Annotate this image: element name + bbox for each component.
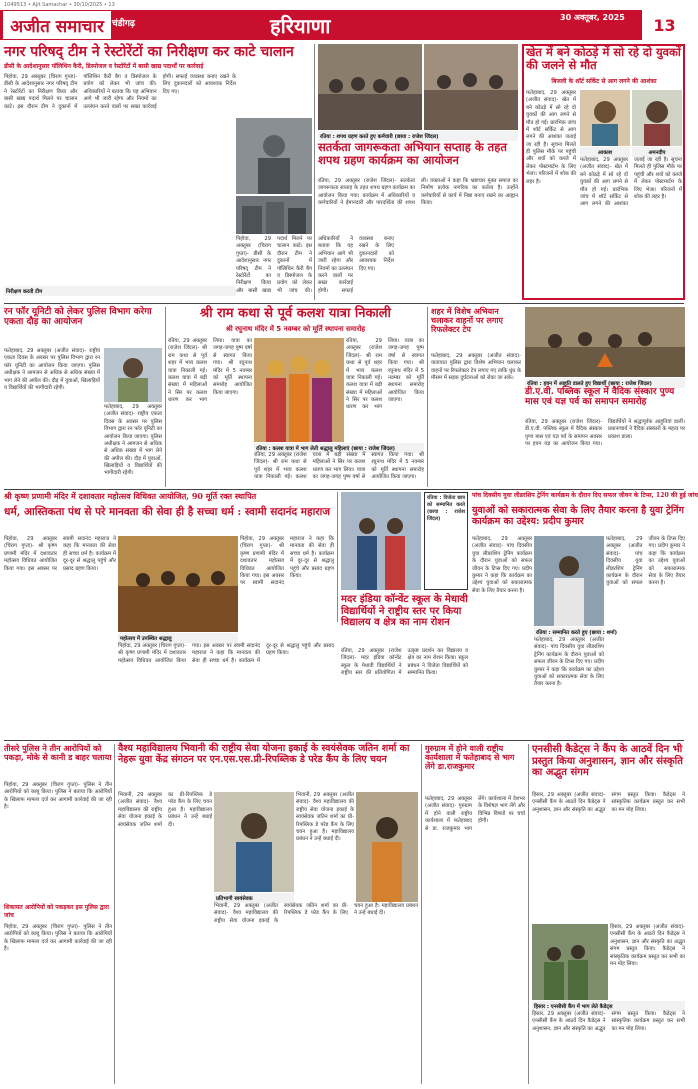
story8-body: पिहोवा, 29 अक्तूबर (चिराग गुप्ता)- श्री कृष्ण प्रणामी मंदिर में दशावतार महोत्सव विधिवत आयोजित किया गया। इस अवसर पर स्वामी सदानंद महाराज ने कहा कि मानवता की सेवा ही सच्चा धर्म है। कार्यक्रम में दूर-दूर से श्रद्धालु पहुंचे और प्रसाद ग्रहण किया।: [4, 536, 116, 572]
story10-body-more: फतेहाबाद, 29 अक्तूबर (अजीत संवाद)- पांच दिवसीय युवा लीडरशिप ट्रेनिंग कार्यक्रम के दौरान युवाओं को सफल जीवन के टिप्स दिए गए। प्रदीप कुमार ने कहा कि कार्यक्रम का उद्देश्य युवाओं को सकारात्मक सेवा के लिए तैयार करना है।: [534, 637, 604, 688]
story11-body: पिहोवा, 29 अक्तूबर (चिराग गुप्ता)- पुलिस ने तीन आरोपियों को काबू किया। पुलिस ने बताया कि आरोपियों के खिलाफ मामला दर्ज कर आगामी कार्रवाई की जा रही है।: [4, 782, 112, 811]
story6-body: फतेहाबाद, 29 अक्तूबर (अजीत संवाद)- यातायात पुलिस द्वारा विशेष अभियान चलाकर वाहनों पर रिफलेक्टर टेप लगाए गए ताकि धुंध के मौसम में सड़क दुर्घटनाओं को रोका जा सके।: [431, 353, 522, 382]
story3-subhead: बिजली के शॉर्ट सर्किट से आग लगने की आशंका: [551, 78, 657, 85]
story10-subhead: युवाओं को सकारात्मक सेवा के लिए तैयार करना है युवा ट्रेनिंग कार्यक्रम का उद्देश्य: प्रदीप कुमार: [472, 505, 684, 527]
story7-caption: रतिया : हवन में आहुति डालते हुए विद्यार्थी (छाया : राजेश जिंदल): [525, 378, 685, 388]
story7-headline: डी.ए.वी. पब्लिक स्कूल में वैदिक संस्कार पुण्य मास एवं यज्ञ पर्व का समापन समारोह: [525, 387, 675, 408]
story3-body: फतेहाबाद, 29 अक्तूबर (अजीत संवाद)- खेत में बने कोठड़े में सो रहे दो युवकों की आग लगने से मौत हो गई। प्रारंभिक जांच में शॉर्ट सर्किट से आग लगने की आशंका जताई जा रही है। सूचना मिलते ही पुलिस मौके पर पहुंची और शवों को कब्जे में लेकर पोस्टमार्टम के लिए भेजा। परिजनों में शोक की लहर है।: [526, 90, 576, 185]
column-divider: [165, 307, 166, 487]
story9-box-caption: रतिया : विजेता छात्र को सम्मानित करते (छाया : राजेश जिंदल): [427, 495, 465, 523]
story2-photo-2: [424, 44, 518, 130]
story1-photo: [236, 118, 312, 194]
story9-body: रतिया, 29 अक्तूबर (राजेश जिंदल)- मदर इंडिया कॉन्वेंट स्कूल के मेधावी विद्यार्थियों ने राष्ट्रीय स्तर की प्रतियोगिता में उत्कृष्ट प्रदर्शन कर विद्यालय व क्षेत्र का नाम रोशन किया। स्कूल प्रबंधन ने विजेता विद्यार्थियों को सम्मानित किया।: [341, 648, 468, 677]
story9-headline: मदर इंडिया कॉन्वेंट स्कूल के मेधावी विद्यार्थियों ने राष्ट्रीय स्तर पर किया विद्यालय व क्षेत्र का नाम रोशन: [341, 594, 468, 628]
story8-caption: महोत्सव में उपस्थित श्रद्धालु: [118, 633, 238, 643]
story8-photo: [118, 536, 238, 632]
story5-body-more: रतिया, 29 अक्तूबर (राजेश जिंदल)- श्री राम कथा से पूर्व शहर में भव्य कलश यात्रा निकाली गई। कलश यात्रा में बड़ी संख्या में महिलाओं ने सिर पर कलश धारण कर भाग लिया। यात्रा का जगह-जगह पुष्प वर्षा से स्वागत किया गया। श्री रघुनाथ मंदिर में 5 नवम्बर को मूर्ति स्थापना समारोह आयोजित किया जाएगा।: [254, 452, 424, 481]
story10-caption: रतिया : सम्मानित करते हुए (छाया : शर्मा): [534, 627, 604, 637]
story3-name-right: अमनदीप: [632, 147, 682, 157]
story14-caption: हिसार : एनसीसी कैंप में भाग लेते कैडेट्स: [532, 1001, 685, 1011]
story3-headline: खेत में बने कोठड़े में सो रहे दो युवकों की जलने से मौत: [526, 45, 681, 73]
story12-caption: प्रतिभागी स्वयंसेवक: [214, 893, 294, 903]
story8-subhead: धर्म, आस्तिकता पंथ से परे मानवता की सेवा ही है सच्चा धर्म : स्वामी सदानंद महाराज: [4, 506, 331, 518]
story13-headline: गुरुग्राम में होने वाली राष्ट्रीय कार्यशाला में फतेहाबाद से भाग लेंगे डा.राजकुमार: [425, 743, 515, 772]
story12-body-more: भिवानी, 29 अक्तूबर (अजीत संवाद)- वैश्य महाविद्यालय की राष्ट्रीय सेवा योजना इकाई के स्वयंसेवक जतिन शर्मा का प्री-रिपब्लिक डे परेड कैंप के लिए चयन हुआ है। महाविद्यालय प्रबंधन ने उन्हें बधाई दी।: [214, 903, 418, 924]
story14-headline: एनसीसी कैडेट्स ने कैंप के आठवें दिन भी प्रस्तुत किया अनुशासन, ज्ञान और संस्कृति का अद्भुत संगम: [532, 744, 683, 778]
column-divider: [427, 307, 428, 487]
story14-body: हिसार, 29 अक्तूबर (अजीत संवाद)- एनसीसी कैंप के आठवें दिन कैडेट्स ने अनुशासन, ज्ञान और संस्कृति का अद्भुत संगम प्रस्तुत किया। कैडेट्स ने सांस्कृतिक कार्यक्रम प्रस्तुत कर सभी का मन मोह लिया।: [532, 792, 685, 813]
section-divider: [4, 303, 684, 304]
column-divider: [114, 744, 115, 1084]
story5-body: रतिया, 29 अक्तूबर (राजेश जिंदल)- श्री राम कथा से पूर्व शहर में भव्य कलश यात्रा निकाली गई। कलश यात्रा में बड़ी संख्या में महिलाओं ने सिर पर कलश धारण कर भाग लिया। यात्रा का जगह-जगह पुष्प वर्षा से स्वागत किया गया। श्री रघुनाथ मंदिर में 5 नवम्बर को मूर्ति स्थापना समारोह आयोजित किया जाएगा।: [168, 338, 253, 403]
section-divider: [4, 489, 684, 490]
story1-subhead: डीसी के आदेशानुसार पॉलिथिन कैरी, डिस्पोजल व रेस्टोरेंटों में बासी खाद्य पदार्थों पर कार्रवाई: [4, 63, 204, 70]
story1-headline: नगर परिषद् टीम ने रेस्टोरेंटों का निरीक्षण कर काटे चालान: [4, 44, 294, 60]
story12-body: भिवानी, 29 अक्तूबर (अजीत संवाद)- वैश्य महाविद्यालय की राष्ट्रीय सेवा योजना इकाई के स्वयंसेवक जतिन शर्मा का प्री-रिपब्लिक डे परेड कैंप के लिए चयन हुआ है। महाविद्यालय प्रबंधन ने उन्हें बधाई दी।: [118, 792, 212, 828]
column-divider: [314, 44, 315, 300]
newspaper-logo: अजीत समाचार: [2, 10, 112, 40]
story1-body-cont: पिहोवा, 29 अक्तूबर (चिराग गुप्ता)- डीसी के आदेशानुसार नगर परिषद् टीम ने रेस्टोरेंटों का निरीक्षण किया और बासी खाद्य पदार्थ मिलने पर चालान काटे। इस दौरान टीम ने दुकानों में पॉलिथिन कैरी बैग व डिस्पोजल के प्रयोग को लेकर भी जांच की। अधिकारियों ने बताया कि यह अभियान आगे भी जारी रहेगा और नियमों का उल्लंघन करने वालों पर सख्त कार्रवाई होगी। सफाई व्यवस्था बनाए रखने के लिए दुकानदारों को आवश्यक निर्देश दिए गए।: [236, 236, 394, 294]
story13-body: फतेहाबाद, 29 अक्तूबर (अजीत संवाद)- गुरुग्राम में होने वाली राष्ट्रीय कार्यशाला में फतेहाबाद से डा. राजकुमार भाग लेंगे। कार्यशाला में देशभर के विशेषज्ञ भाग लेंगे और विभिन्न विषयों पर चर्चा होगी।: [425, 796, 525, 832]
story5-photo: [254, 338, 344, 442]
story9-photo: [341, 492, 421, 590]
story4-body: फतेहाबाद, 29 अक्तूबर (अजीत संवाद)- राष्ट्रीय एकता दिवस के अवसर पर पुलिस विभाग द्वारा रन फॉर यूनिटी का आयोजन किया जाएगा। पुलिस अधीक्षक ने आमजन से अधिक से अधिक संख्या में भाग लेने की अपील की। दौड़ में युवाओं, खिलाड़ियों व विद्यार्थियों की भागीदारी रहेगी।: [4, 348, 100, 391]
story4-photo: [104, 348, 162, 402]
column-divider: [528, 744, 529, 1084]
story11-body-cont: पिहोवा, 29 अक्तूबर (चिराग गुप्ता)- पुलिस ने तीन आरोपियों को काबू किया। पुलिस ने बताया कि आरोपियों के खिलाफ मामला दर्ज कर आगामी कार्रवाई की जा रही है।: [4, 924, 112, 953]
column-divider: [421, 744, 422, 1084]
story2-headline: सतर्कता जागरूकता अभियान सप्ताह के तहत शपथ ग्रहण कार्यक्रम का आयोजन: [318, 140, 507, 168]
story10-body-cont: फतेहाबाद, 29 अक्तूबर (अजीत संवाद)- पांच दिवसीय युवा लीडरशिप ट्रेनिंग कार्यक्रम के दौरान युवाओं को सफल जीवन के टिप्स दिए गए। प्रदीप कुमार ने कहा कि कार्यक्रम का उद्देश्य युवाओं को सकारात्मक सेवा के लिए तैयार करना है।: [606, 536, 685, 587]
story2-body: रतिया, 29 अक्तूबर (राजेश जिंदल)- सतर्कता जागरूकता सप्ताह के तहत शपथ ग्रहण कार्यक्रम का आयोजन किया गया। कार्यक्रम में अधिकारियों व कर्मचारियों ने ईमानदारी और पारदर्शिता की शपथ ली। वक्ताओं ने कहा कि भ्रष्टाचार मुक्त समाज का निर्माण प्रत्येक नागरिक का कर्तव्य है। उन्होंने कर्मचारियों से कार्य में निष्ठा बनाए रखने का आह्वान किया।: [318, 178, 518, 207]
section-divider: [4, 740, 684, 741]
story5-caption: रतिया : कलश यात्रा में भाग लेती श्रद्धालु महिलाएं (छाया : राजेश जिंदल): [254, 443, 424, 453]
story11-headline: तीसरे पुलिस ने तीन आरोपियों को पकड़ा, मोके से कानी ड बाहर चलाया: [4, 743, 112, 763]
story12-body-cont: भिवानी, 29 अक्तूबर (अजीत संवाद)- वैश्य महाविद्यालय की राष्ट्रीय सेवा योजना इकाई के स्वयंसेवक जतिन शर्मा का प्री-रिपब्लिक डे परेड कैंप के लिए चयन हुआ है। महाविद्यालय प्रबंधन ने उन्हें बधाई दी।: [296, 792, 354, 843]
story6-headline: शहर में विशेष अभियान चलाकर वाहनों पर लगाए रिफलेक्टर टेप: [431, 306, 503, 335]
issue-date: 30 अक्तूबर, 2025: [560, 13, 625, 22]
story3-photo-left: [580, 90, 630, 146]
story10-headline: पांच दिवसीय युवा लीडरशिप ट्रेनिंग कार्यक्रम के दौरान दिए सफल जीवन के टिप्स, 120 की हुई जांच: [472, 492, 698, 499]
story2-caption: रतिया : शपथ ग्रहण करते हुए कर्मचारी (छाया : राजेश जिंदल): [318, 131, 518, 141]
story4-body-cont: फतेहाबाद, 29 अक्तूबर (अजीत संवाद)- राष्ट्रीय एकता दिवस के अवसर पर पुलिस विभाग द्वारा रन फॉर यूनिटी का आयोजन किया जाएगा। पुलिस अधीक्षक ने आमजन से अधिक से अधिक संख्या में भाग लेने की अपील की। दौड़ में युवाओं, खिलाड़ियों व विद्यार्थियों की भागीदारी रहेगी।: [104, 404, 162, 477]
page-number: 13: [642, 10, 687, 40]
story4-headline: रन फॉर यूनिटी को लेकर पुलिस विभाग करेगा एकता दौड़ का आयोजन: [4, 307, 152, 328]
story3-photo-right: [632, 90, 682, 146]
story3-name-left: आकाश: [580, 147, 630, 157]
story12-headline: वैश्य महाविद्यालय भिवानी की राष्ट्रीय सेवा योजना इकाई के स्वयंसेवक जतिन शर्मा का नेहरू युवा केंद्र संगठन पर एन.एस.एस.प्री-रिपब्लिक डे परेड कैंप के लिए चयन: [118, 743, 410, 765]
story5-subhead: श्री रघुनाथ मंदिर में 5 नवम्बर को मूर्ति स्थापना समारोह: [225, 325, 366, 333]
story8-body-cont: पिहोवा, 29 अक्तूबर (चिराग गुप्ता)- श्री कृष्ण प्रणामी मंदिर में दशावतार महोत्सव विधिवत आयोजित किया गया। इस अवसर पर स्वामी सदानंद महाराज ने कहा कि मानवता की सेवा ही सच्चा धर्म है। कार्यक्रम में दूर-दूर से श्रद्धालु पहुंचे और प्रसाद ग्रहण किया।: [118, 643, 334, 664]
story5-body-cont: रतिया, 29 अक्तूबर (राजेश जिंदल)- श्री राम कथा से पूर्व शहर में भव्य कलश यात्रा निकाली गई। कलश यात्रा में बड़ी संख्या में महिलाओं ने सिर पर कलश धारण कर भाग लिया। यात्रा का जगह-जगह पुष्प वर्षा से स्वागत किया गया। श्री रघुनाथ मंदिर में 5 नवम्बर को मूर्ति स्थापना समारोह आयोजित किया जाएगा।: [346, 338, 424, 411]
story9-photo-box: [424, 492, 468, 590]
column-divider: [337, 492, 338, 622]
story1-caption: निरीक्षण करती टीम: [4, 286, 236, 296]
story14-body-more: हिसार, 29 अक्तूबर (अजीत संवाद)- एनसीसी कैंप के आठवें दिन कैडेट्स ने अनुशासन, ज्ञान और संस्कृति का अद्भुत संगम प्रस्तुत किया। कैडेट्स ने सांस्कृतिक कार्यक्रम प्रस्तुत कर सभी का मन मोह लिया।: [532, 1011, 685, 1032]
story3-body-cont: फतेहाबाद, 29 अक्तूबर (अजीत संवाद)- खेत में बने कोठड़े में सो रहे दो युवकों की आग लगने से मौत हो गई। प्रारंभिक जांच में शॉर्ट सर्किट से आग लगने की आशंका जताई जा रही है। सूचना मिलते ही पुलिस मौके पर पहुंची और शवों को कब्जे में लेकर पोस्टमार्टम के लिए भेजा। परिजनों में शोक की लहर है।: [580, 157, 682, 208]
story5-headline: श्री राम कथा से पूर्व कलश यात्रा निकाली: [200, 306, 391, 321]
story14-body-cont: हिसार, 29 अक्तूबर (अजीत संवाद)- एनसीसी कैंप के आठवें दिन कैडेट्स ने अनुशासन, ज्ञान और संस्कृति का अद्भुत संगम प्रस्तुत किया। कैडेट्स ने सांस्कृतिक कार्यक्रम प्रस्तुत कर सभी का मन मोह लिया।: [610, 924, 685, 967]
story12-photo-2: [356, 792, 418, 902]
story1-photo-2: [236, 196, 312, 234]
story7-photo: [525, 307, 685, 377]
story11-subhead: शिकायत आरोपियों को पकड़कर इस पुलिस द्वारा जांच: [4, 904, 109, 919]
story2-photo: [318, 44, 422, 130]
story12-photo: [214, 792, 294, 892]
story7-body: रतिया, 29 अक्तूबर (राजेश जिंदल)- डी.ए.वी. पब्लिक स्कूल में वैदिक संस्कार पुण्य मास एवं यज्ञ पर्व के समापन अवसर पर हवन यज्ञ का आयोजन किया गया। विद्यार्थियों ने श्रद्धापूर्वक आहुतियां डालीं। प्रधानाचार्य ने वैदिक संस्कारों के महत्व पर प्रकाश डाला।: [525, 419, 685, 448]
story14-photo: [532, 924, 608, 1000]
story8-headline: श्री कृष्ण प्रणामी मंदिर में दशावतार महोत्सव विधिवत आयोजित, 90 मूर्ति रक्त स्थापित: [4, 491, 257, 501]
print-info: 1049513 • Ajit Samachar • 30/10/2025 • 13: [4, 2, 115, 8]
edition-city: चंडीगढ़: [112, 19, 135, 29]
story8-body-more: पिहोवा, 29 अक्तूबर (चिराग गुप्ता)- श्री कृष्ण प्रणामी मंदिर में दशावतार महोत्सव विधिवत आयोजित किया गया। इस अवसर पर स्वामी सदानंद महाराज ने कहा कि मानवता की सेवा ही सच्चा धर्म है। कार्यक्रम में दूर-दूर से श्रद्धालु पहुंचे और प्रसाद ग्रहण किया।: [240, 536, 334, 587]
story10-body: फतेहाबाद, 29 अक्तूबर (अजीत संवाद)- पांच दिवसीय युवा लीडरशिप ट्रेनिंग कार्यक्रम के दौरान युवाओं को सफल जीवन के टिप्स दिए गए। प्रदीप कुमार ने कहा कि कार्यक्रम का उद्देश्य युवाओं को सकारात्मक सेवा के लिए तैयार करना है।: [472, 536, 532, 594]
section-title: हरियाणा: [270, 14, 331, 38]
story1-body: पिहोवा, 29 अक्तूबर (चिराग गुप्ता)- डीसी के आदेशानुसार नगर परिषद् टीम ने रेस्टोरेंटों का निरीक्षण किया और बासी खाद्य पदार्थ मिलने पर चालान काटे। इस दौरान टीम ने दुकानों में पॉलिथिन कैरी बैग व डिस्पोजल के प्रयोग को लेकर भी जांच की। अधिकारियों ने बताया कि यह अभियान आगे भी जारी रहेगा और नियमों का उल्लंघन करने वालों पर सख्त कार्रवाई होगी। सफाई व्यवस्था बनाए रखने के लिए दुकानदारों को आवश्यक निर्देश दिए गए।: [4, 74, 236, 110]
story10-photo: [534, 536, 604, 626]
